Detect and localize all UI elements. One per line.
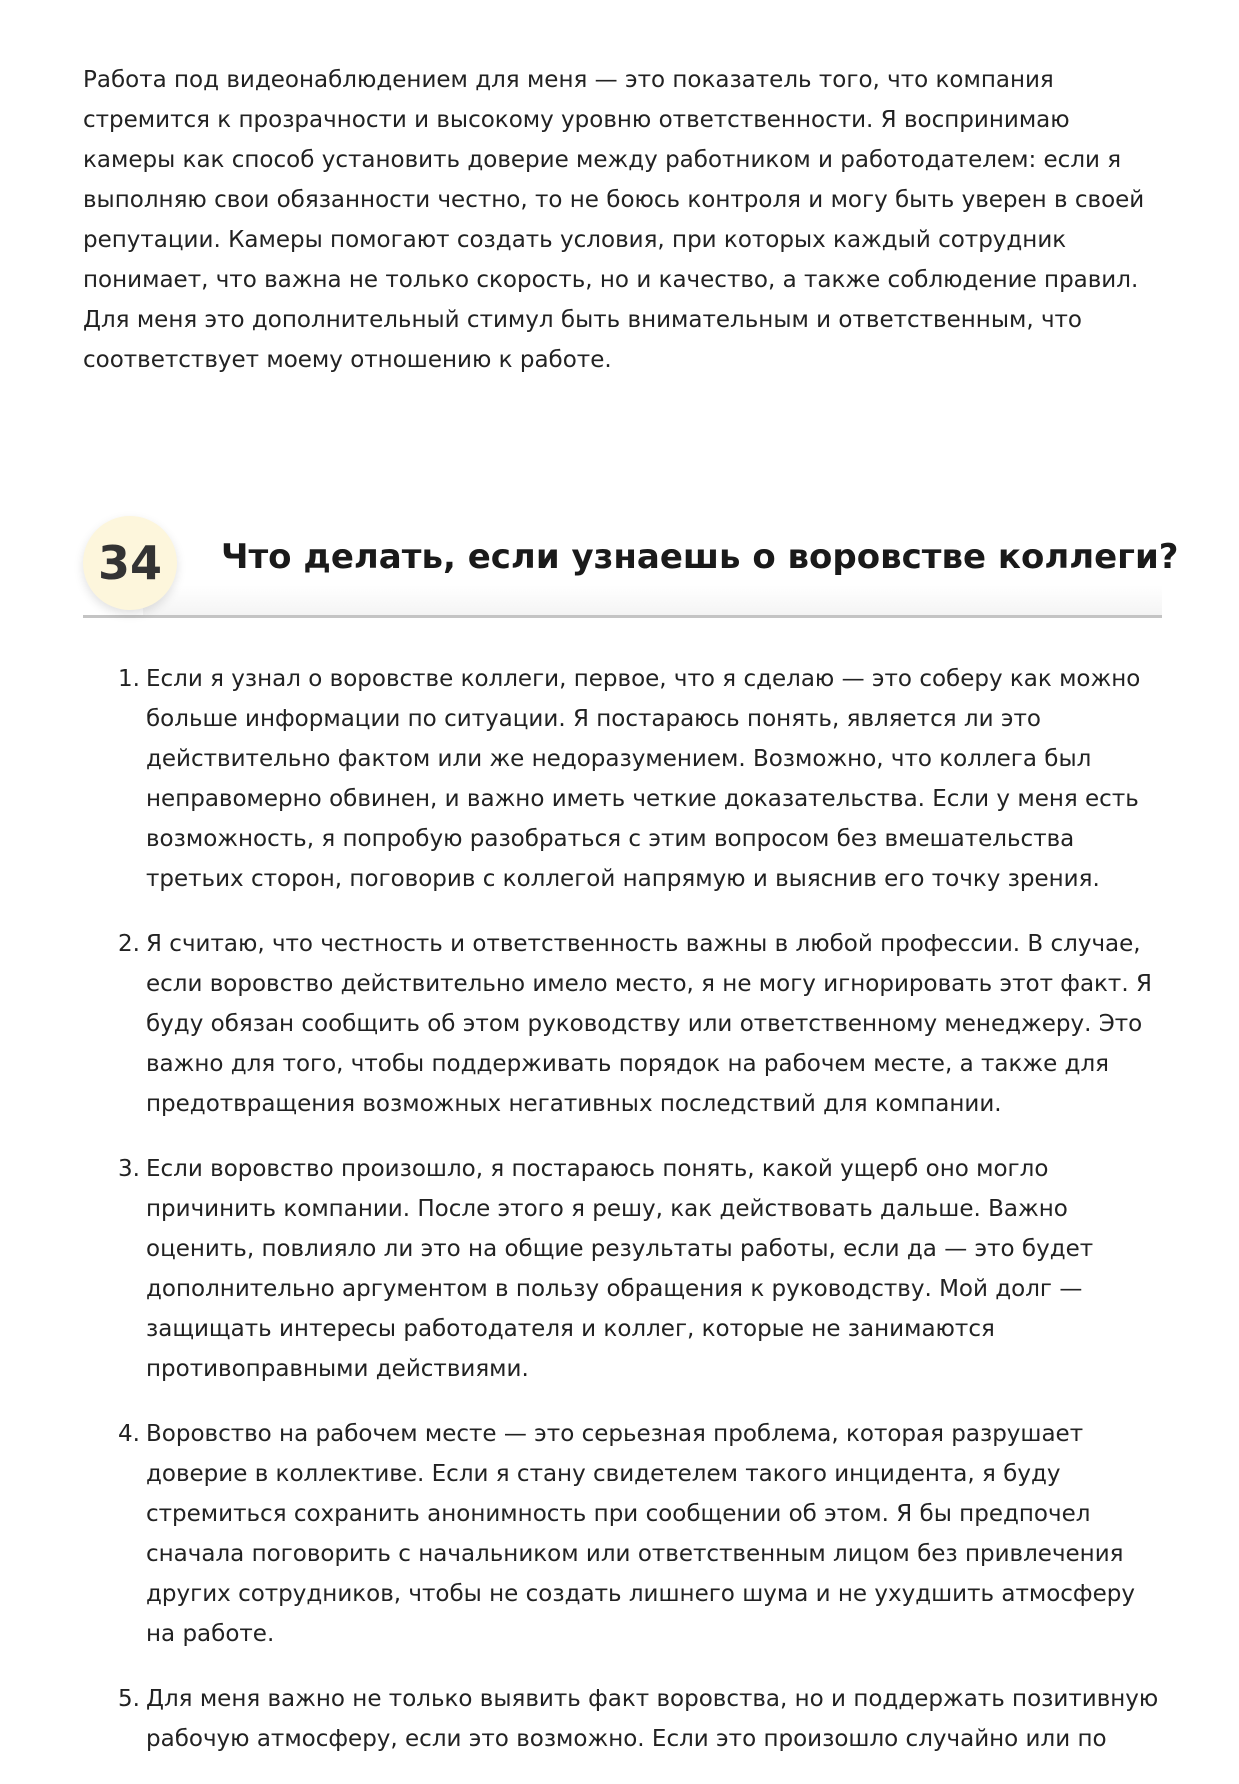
section-title: Что делать, если узнаешь о воровстве коллеги? bbox=[221, 537, 1179, 577]
list-item bbox=[83, 924, 1163, 1124]
list-item-number: 1. bbox=[118, 666, 140, 692]
list-item-number: 3. bbox=[118, 1156, 140, 1182]
list-item bbox=[83, 1414, 1163, 1654]
section-number-badge: 34 bbox=[83, 516, 177, 610]
list-item-text: Если я узнал о воровстве коллеги, первое, что я сделаю — это соберу как можно больше информации по ситуации. Я постараюсь понять, является ли это действительно фактом или же недоразумением. Возможно, что коллега был неправомерно обвинен, и важно иметь четкие доказательства. Если у меня есть возможность, я попробую разобраться с этим вопросом без вмешательства третьих сторон, поговорив с коллегой напрямую и выяснив его точку зрения. bbox=[146, 666, 1141, 892]
section-header bbox=[83, 516, 1179, 618]
list-item-number: 2. bbox=[118, 931, 140, 957]
list-item-number: 5. bbox=[118, 1686, 140, 1712]
list-item bbox=[83, 1679, 1163, 1759]
answer-list bbox=[83, 659, 1163, 1784]
list-item-text: Если воровство произошло, я постараюсь понять, какой ущерб оно могло причинить компании. После этого я решу, как действовать дальше. Важно оценить, повлияло ли это на общие результаты работы, если да — это будет дополнительно аргументом в пользу обращения к руководству. Мой долг — защищать интересы работодателя и коллег, которые не занимаются противоправными действиями. bbox=[146, 1156, 1094, 1382]
list-item-number: 4. bbox=[118, 1421, 140, 1447]
list-item bbox=[83, 1149, 1163, 1389]
list-item-text: Воровство на рабочем месте — это серьезная проблема, которая разрушает доверие в коллективе. Если я стану свидетелем такого инцидента, я буду стремиться сохранить анонимность при сообщении об этом. Я бы предпочел сначала поговорить с начальником или ответственным лицом без привлечения других сотрудников, чтобы не создать лишнего шума и не ухудшить атмосферу на работе. bbox=[146, 1421, 1135, 1647]
intro-paragraph: Работа под видеонаблюдением для меня — это показатель того, что компания стремится к прозрачности и высокому уровню ответственности. Я воспринимаю камеры как способ установить доверие между работником и работодателем: если я выполняю свои обязанности честно, то не боюсь контроля и могу быть уверен в своей репутации. Камеры помогают создать условия, при которых каждый сотрудник понимает, что важна не только скорость, но и качество, а также соблюдение правил. Для меня это дополнительный стимул быть внимательным и ответственным, что соответствует моему отношению к работе. bbox=[83, 67, 1145, 373]
list-item bbox=[83, 659, 1163, 899]
list-item-text: Для меня важно не только выявить факт воровства, но и поддержать позитивную рабочую атмосферу, если это возможно. Если это произошло случайно или по bbox=[146, 1686, 1159, 1752]
list-item-text: Я считаю, что честность и ответственность важны в любой профессии. В случае, если воровство действительно имело место, я не могу игнорировать этот факт. Я буду обязан сообщить об этом руководству или ответственному менеджеру. Это важно для того, чтобы поддерживать порядок на рабочем месте, а также для предотвращения возможных негативных последствий для компании. bbox=[146, 931, 1152, 1117]
